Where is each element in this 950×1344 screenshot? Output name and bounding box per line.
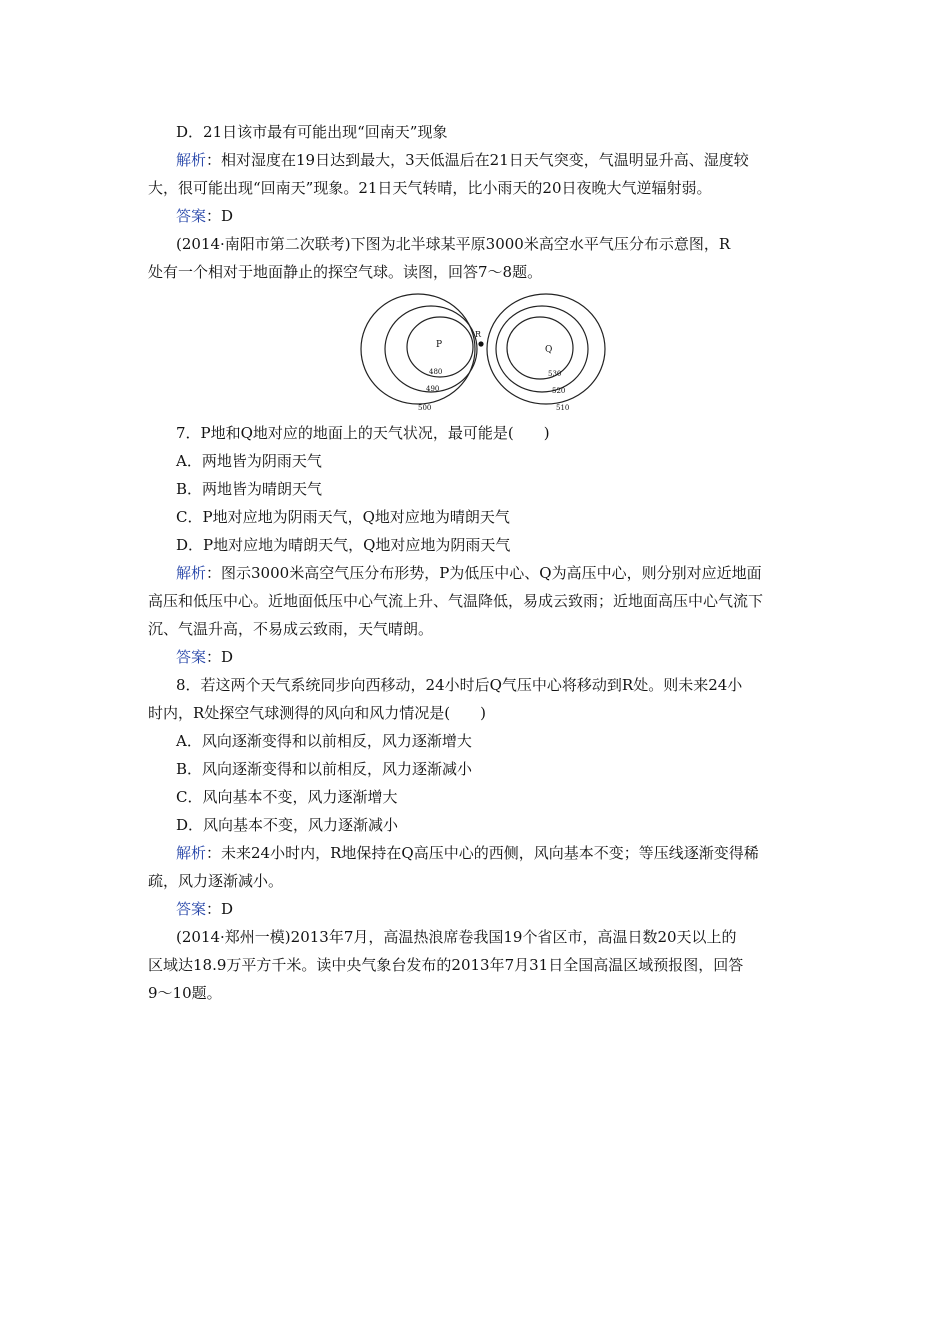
analysis-label: 解析: [176, 844, 207, 862]
left-isobar-middle: [385, 306, 477, 392]
right-isobar-label-530: 530: [548, 370, 562, 378]
question-8: 8．若这两个天气系统同步向西移动，24小时后Q气压中心将移动到R处。则未来24小: [176, 676, 743, 694]
center-label-p: P: [436, 340, 443, 350]
balloon-point: [478, 341, 483, 346]
left-isobar-label-500: 500: [418, 404, 432, 412]
center-label-q: Q: [545, 345, 553, 355]
question-8-analysis-2: 疏，风力逐渐减小。: [148, 872, 284, 890]
analysis-label: 解析: [176, 151, 207, 169]
question-8-analysis: 解析：未来24小时内，R地保持在Q高压中心的西侧，风向基本不变；等压线逐渐变得稀: [176, 844, 759, 862]
analysis-line: 解析：相对湿度在19日达到最大，3天低温后在21日天气突变，气温明显升高、湿度较: [176, 151, 749, 169]
question-8-continuation: 时内，R处探空气球测得的风向和风力情况是( ): [148, 704, 487, 722]
question-7-option-a: A．两地皆为阴雨天气: [176, 452, 322, 470]
intro-line-2: 处有一个相对于地面静止的探空气球。读图，回答7～8题。: [148, 263, 543, 281]
isobar-diagram: [356, 289, 608, 417]
next-intro-line-1: (2014·郑州一模)2013年7月，高温热浪席卷我国19个省区市，高温日数20天以上的: [176, 928, 737, 946]
question-7-option-d: D．P地对应地为晴朗天气，Q地对应地为阴雨天气: [176, 536, 511, 554]
answer-label: 答案: [176, 648, 207, 666]
answer-line: 答案：D: [176, 207, 234, 225]
question-7: 7．P地和Q地对应的地面上的天气状况，最可能是( ): [176, 424, 550, 442]
right-isobar-inner: [507, 317, 573, 379]
question-7-analysis-3: 沉、气温升高，不易成云致雨，天气晴朗。: [148, 620, 434, 638]
right-isobar-label-520: 520: [552, 387, 566, 395]
answer-label: 答案: [176, 207, 207, 225]
question-7-analysis-2: 高压和低压中心。近地面低压中心气流上升、气温降低，易成云致雨；近地面高压中心气流下: [148, 592, 764, 610]
analysis-continuation: 大，很可能出现“回南天”现象。21日天气转晴，比小雨天的20日夜晚大气逆辐射弱。: [148, 179, 712, 197]
question-7-answer: 答案：D: [176, 648, 234, 666]
right-isobar-label-510: 510: [556, 404, 570, 412]
question-7-analysis: 解析：图示3000米高空气压分布形势，P为低压中心、Q为高压中心，则分别对应近地面: [176, 564, 762, 582]
question-7-option-c: C．P地对应地为阴雨天气，Q地对应地为晴朗天气: [176, 508, 510, 526]
left-isobar-outer: [361, 294, 475, 404]
analysis-label: 解析: [176, 564, 207, 582]
option-d-line: D．21日该市最有可能出现“回南天”现象: [176, 123, 448, 141]
question-7-option-b: B．两地皆为晴朗天气: [176, 480, 323, 498]
question-8-option-b: B．风向逐渐变得和以前相反，风力逐渐减小: [176, 760, 473, 778]
question-8-option-c: C．风向基本不变，风力逐渐增大: [176, 788, 398, 806]
next-intro-line-3: 9～10题。: [148, 984, 222, 1002]
left-isobar-label-490: 490: [426, 385, 440, 393]
intro-line-1: (2014·南阳市第二次联考)下图为北半球某平原3000米高空水平气压分布示意图，R: [176, 235, 731, 253]
answer-label: 答案: [176, 900, 207, 918]
left-isobar-label-480: 480: [429, 368, 443, 376]
balloon-label-r: R: [475, 330, 482, 339]
question-8-option-a: A．风向逐渐变得和以前相反，风力逐渐增大: [176, 732, 472, 750]
question-8-option-d: D．风向基本不变，风力逐渐减小: [176, 816, 399, 834]
question-8-answer: 答案：D: [176, 900, 234, 918]
next-intro-line-2: 区域达18.9万平方千米。读中央气象台发布的2013年7月31日全国高温区域预报图，回答: [148, 956, 744, 974]
